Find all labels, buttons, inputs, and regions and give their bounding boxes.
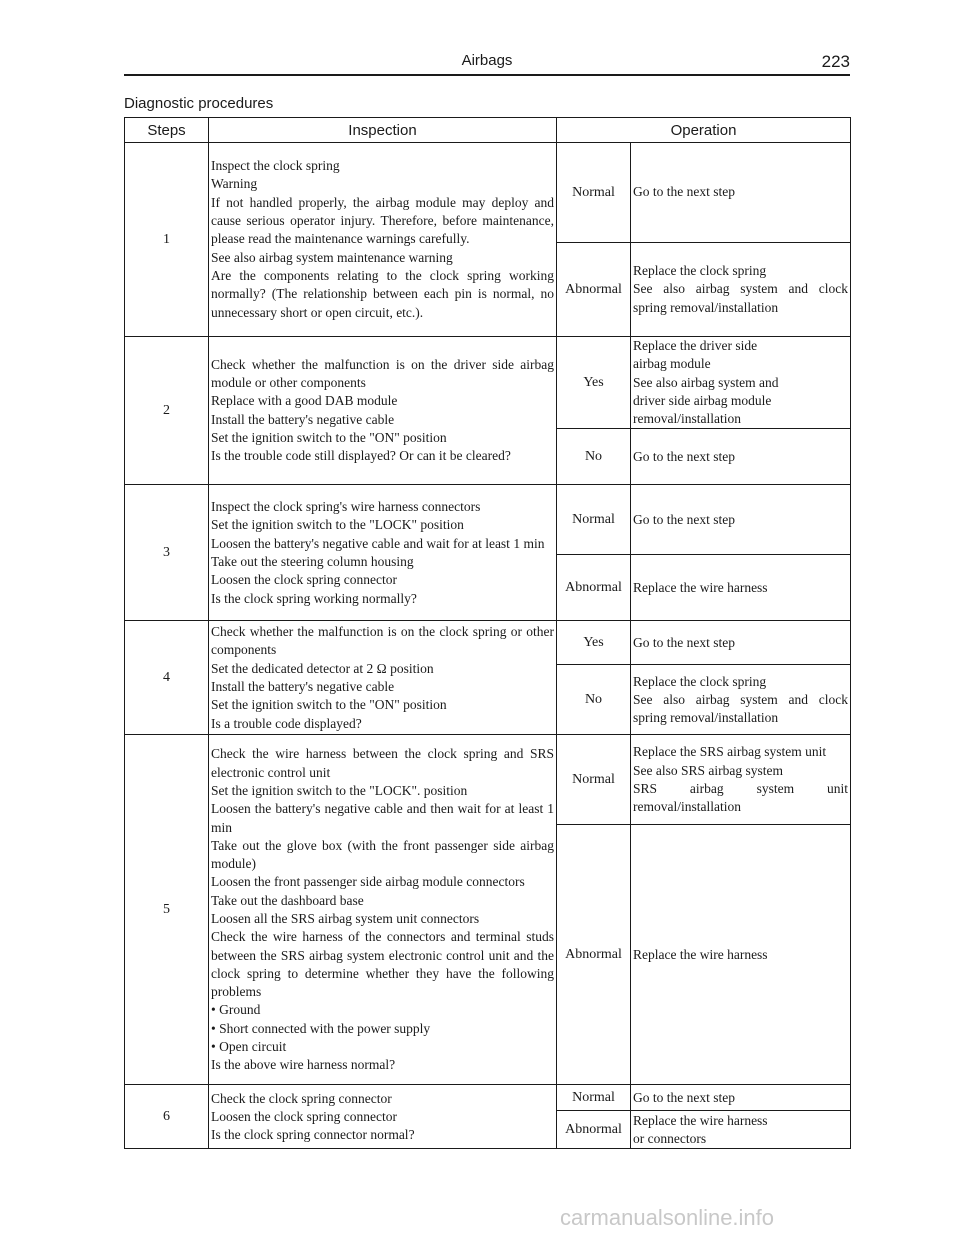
- chapter-title: Airbags: [461, 52, 513, 69]
- operation-line: Replace the clock spring: [633, 673, 767, 689]
- inspection-cell: [209, 621, 557, 735]
- inspection-cell: [209, 143, 557, 337]
- result-cell: No: [557, 429, 631, 485]
- inspection-cell: [209, 337, 557, 485]
- inspection-line: Install the battery's negative cable: [211, 678, 395, 694]
- inspection-line: If not handled properly, the airbag module may deploy and cause serious operator injury. Therefore, before maintenance, please read the maintenance warnings carefully.: [211, 194, 554, 247]
- inspection-cell: [209, 1085, 557, 1149]
- operation-line: Go to the next step: [633, 511, 735, 527]
- table-body: [125, 143, 851, 1149]
- result-cell: Abnormal: [557, 243, 631, 337]
- inspection-line: See also airbag system maintenance warning: [211, 249, 453, 265]
- step-number: 5: [125, 735, 209, 1085]
- operation-cell: [631, 429, 851, 485]
- operation-line: See also SRS airbag system: [633, 762, 783, 778]
- result-cell: Abnormal: [557, 555, 631, 621]
- inspection-line: Set the dedicated detector at 2 Ω position: [211, 660, 434, 676]
- result-cell: Normal: [557, 735, 631, 825]
- result-cell: Yes: [557, 337, 631, 429]
- inspection-line: Warning: [211, 176, 258, 192]
- inspection-line: Is the above wire harness normal?: [211, 1057, 396, 1073]
- column-header-steps: Steps: [125, 118, 209, 143]
- inspection-line: Is the clock spring connector normal?: [211, 1127, 415, 1143]
- inspection-cell: [209, 485, 557, 621]
- operation-line: Go to the next step: [633, 634, 735, 650]
- inspection-line: Take out the steering column housing: [211, 553, 414, 569]
- inspection-line: Replace with a good DAB module: [211, 393, 398, 409]
- inspection-line: Set the ignition switch to the "LOCK". position: [211, 782, 468, 798]
- table-row: [125, 621, 851, 665]
- operation-cell: [631, 735, 851, 825]
- table-header-row: [125, 118, 851, 143]
- operation-cell: [631, 337, 851, 429]
- operation-line: Replace the wire harness: [633, 1112, 768, 1128]
- operation-cell: [631, 143, 851, 243]
- operation-cell: [631, 621, 851, 665]
- inspection-line: Loosen the front passenger side airbag module connectors: [211, 874, 525, 890]
- step-number: 2: [125, 337, 209, 485]
- inspection-line: Inspect the clock spring's wire harness connectors: [211, 499, 481, 515]
- table-row: [125, 143, 851, 243]
- result-cell: Normal: [557, 485, 631, 555]
- operation-line: Replace the wire harness: [633, 946, 768, 962]
- result-cell: Normal: [557, 1085, 631, 1111]
- operation-line: See also airbag system and: [633, 374, 779, 390]
- diagnostic-table: [124, 117, 851, 1149]
- step-number: 1: [125, 143, 209, 337]
- result-cell: Normal: [557, 143, 631, 243]
- result-cell: Yes: [557, 621, 631, 665]
- operation-line: See also airbag system and clock spring removal/installation: [633, 691, 848, 726]
- inspection-line: Loosen the battery's negative cable and then wait for at least 1 min: [211, 801, 554, 835]
- operation-line: removal/installation: [633, 411, 741, 427]
- watermark: carmanualsonline.info: [560, 1205, 775, 1230]
- result-cell: Abnormal: [557, 1111, 631, 1149]
- operation-line: Replace the clock spring: [633, 263, 767, 279]
- result-cell: Abnormal: [557, 825, 631, 1085]
- page-header: [124, 50, 850, 76]
- operation-cell: [631, 243, 851, 337]
- operation-line: driver side airbag module: [633, 392, 772, 408]
- inspection-line: • Open circuit: [211, 1039, 287, 1055]
- inspection-line: Check whether the malfunction is on the clock spring or other components: [211, 624, 554, 658]
- inspection-line: Loosen the battery's negative cable and wait for at least 1 min: [211, 535, 545, 551]
- operation-line: airbag module: [633, 356, 711, 372]
- inspection-line: Is the trouble code still displayed? Or can it be cleared?: [211, 448, 511, 464]
- step-number: 6: [125, 1085, 209, 1149]
- result-cell: No: [557, 665, 631, 735]
- inspection-line: Are the components relating to the clock spring working normally? (The relationship between each pin is normal, no unnecessary short or open circuit, etc.).: [211, 267, 554, 320]
- table-row: [125, 337, 851, 429]
- operation-cell: [631, 485, 851, 555]
- table-row: [125, 1085, 851, 1111]
- inspection-line: Set the ignition switch to the "LOCK" position: [211, 517, 464, 533]
- inspection-line: Is a trouble code displayed?: [211, 715, 362, 731]
- operation-cell: [631, 665, 851, 735]
- inspection-line: Loosen all the SRS airbag system unit connectors: [211, 910, 480, 926]
- page-number: 223: [821, 52, 850, 71]
- operation-line: Go to the next step: [633, 1089, 735, 1105]
- operation-line: See also airbag system and clock spring removal/installation: [633, 281, 848, 315]
- operation-line: Replace the wire harness: [633, 579, 768, 595]
- table-row: [125, 735, 851, 825]
- operation-cell: [631, 1111, 851, 1149]
- inspection-line: Loosen the clock spring connector: [211, 572, 397, 588]
- step-number: 3: [125, 485, 209, 621]
- inspection-line: Check the clock spring connector: [211, 1090, 392, 1106]
- operation-line: Replace the SRS airbag system unit: [633, 744, 827, 760]
- inspection-line: Inspect the clock spring: [211, 158, 340, 174]
- operation-line: Go to the next step: [633, 184, 735, 200]
- inspection-line: Set the ignition switch to the "ON" position: [211, 697, 447, 713]
- inspection-line: Check the wire harness between the clock spring and SRS electronic control unit: [211, 746, 554, 780]
- inspection-cell: [209, 735, 557, 1085]
- table-row: [125, 485, 851, 555]
- operation-cell: [631, 555, 851, 621]
- inspection-line: Take out the glove box (with the front passenger side airbag module): [211, 837, 554, 872]
- inspection-line: Is the clock spring working normally?: [211, 590, 417, 606]
- inspection-line: • Ground: [211, 1002, 261, 1018]
- step-number: 4: [125, 621, 209, 735]
- column-header-operation: Operation: [557, 118, 851, 143]
- inspection-line: Loosen the clock spring connector: [211, 1108, 397, 1124]
- operation-cell: [631, 1085, 851, 1111]
- operation-line: SRS airbag system unit removal/installation: [633, 780, 848, 815]
- column-header-inspection: Inspection: [209, 118, 557, 143]
- inspection-line: Install the battery's negative cable: [211, 411, 395, 427]
- operation-line: or connectors: [633, 1130, 707, 1146]
- inspection-line: Set the ignition switch to the "ON" position: [211, 430, 447, 446]
- inspection-line: Check whether the malfunction is on the driver side airbag module or other components: [211, 356, 554, 391]
- operation-cell: [631, 825, 851, 1085]
- operation-line: Go to the next step: [633, 448, 735, 464]
- operation-line: Replace the driver side: [633, 338, 758, 353]
- inspection-line: Check the wire harness of the connectors and terminal studs between the SRS airbag system electronic control unit and the clock spring to determine whether they have the following problems: [211, 929, 554, 1000]
- inspection-line: Take out the dashboard base: [211, 892, 364, 908]
- section-title: Diagnostic procedures: [124, 95, 274, 112]
- inspection-line: • Short connected with the power supply: [211, 1020, 431, 1036]
